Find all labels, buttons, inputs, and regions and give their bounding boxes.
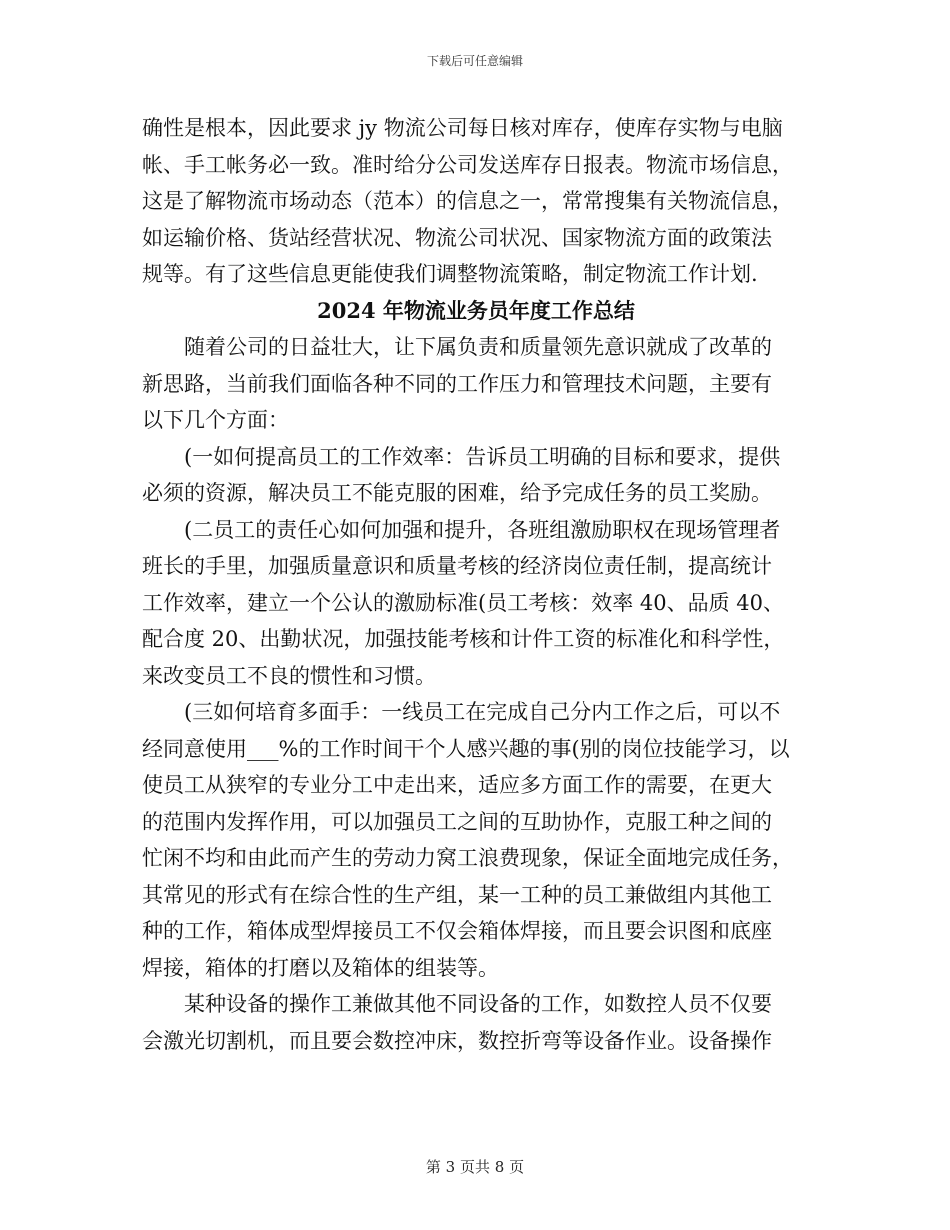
text-line: 规等。有了这些信息更能使我们调整物流策略，制定物流工作计划.: [142, 262, 758, 286]
paragraph-point-two: [142, 512, 810, 695]
text-line: 某种设备的操作工兼做其他不同设备的工作，如数控人员不仅要: [184, 992, 772, 1016]
text-line: 会激光切割机，而且要会数控冲床，数控折弯等设备作业。设备操作: [142, 1028, 772, 1053]
text-line: 随着公司的日益壮大，让下属负责和质量领先意识就成了改革的: [184, 335, 772, 359]
paragraph-point-one: [142, 439, 810, 512]
text-line: (三如何培育多面手：一线员工在完成自己分内工作之后，可以不: [184, 700, 781, 724]
text-line: 经同意使用___%的工作时间干个人感兴趣的事(别的岗位技能学习，以: [142, 736, 790, 761]
paragraph-inventory: [142, 110, 810, 293]
text-line: 以下几个方面：: [142, 408, 289, 432]
text-line: (二员工的责任心如何加强和提升，各班组激励职权在现场管理者: [184, 517, 781, 542]
text-line: 这是了解物流市场动态（范本）的信息之一，常常搜集有关物流信息，: [142, 189, 793, 213]
page-footer: 第 3 页共 8 页: [425, 1158, 525, 1176]
document-body: [142, 110, 810, 1059]
text-line: 帐、手工帐务必一致。准时给分公司发送库存日报表。物流市场信息，: [142, 152, 793, 177]
page-header: 下载后可任意编辑: [426, 54, 523, 68]
text-line: 新思路，当前我们面临各种不同的工作压力和管理技术问题，主要有: [142, 371, 772, 396]
paragraph-point-three: [142, 694, 810, 986]
text-line: 的范围内发挥作用，可以加强员工之间的互助协作，克服工种之间的: [142, 809, 772, 834]
text-line: 其常见的形式有在综合性的生产组，某一工种的员工兼做组内其他工: [142, 882, 772, 907]
text-line: (一如何提高员工的工作效率：告诉员工明确的目标和要求，提供: [184, 444, 781, 469]
paragraph-intro: [142, 329, 810, 439]
text-line: 班长的手里，加强质量意识和质量考核的经济岗位责任制，提高统计: [142, 554, 772, 578]
text-line: 来改变员工不良的惯性和习惯。: [142, 663, 436, 688]
text-line: 确性是根本，因此要求 jy 物流公司每日核对库存，使库存实物与电脑: [142, 116, 783, 140]
section-title: 2024 年物流业务员年度工作总结: [317, 297, 635, 323]
text-line: 种的工作，箱体成型焊接员工不仅会箱体焊接，而且要会识图和底座: [142, 919, 772, 943]
text-line: 使员工从狭窄的专业分工中走出来，适应多方面工作的需要，在更大: [142, 773, 772, 797]
text-line: 必须的资源，解决员工不能克服的困难，给予完成任务的员工奖励。: [142, 481, 772, 505]
text-line: 焊接，箱体的打磨以及箱体的组装等。: [142, 955, 499, 980]
text-line: 配合度 20、出勤状况，加强技能考核和计件工资的标准化和科学性，: [142, 627, 785, 651]
text-line: 忙闲不均和由此而产生的劳动力窝工浪费现象，保证全面地完成任务，: [142, 846, 793, 870]
paragraph-equipment: [142, 986, 810, 1059]
text-line: 工作效率，建立一个公认的激励标准(员工考核：效率 40、品质 40、: [142, 590, 784, 615]
text-line: 如运输价格、货站经营状况、物流公司状况、国家物流方面的政策法: [142, 225, 772, 250]
